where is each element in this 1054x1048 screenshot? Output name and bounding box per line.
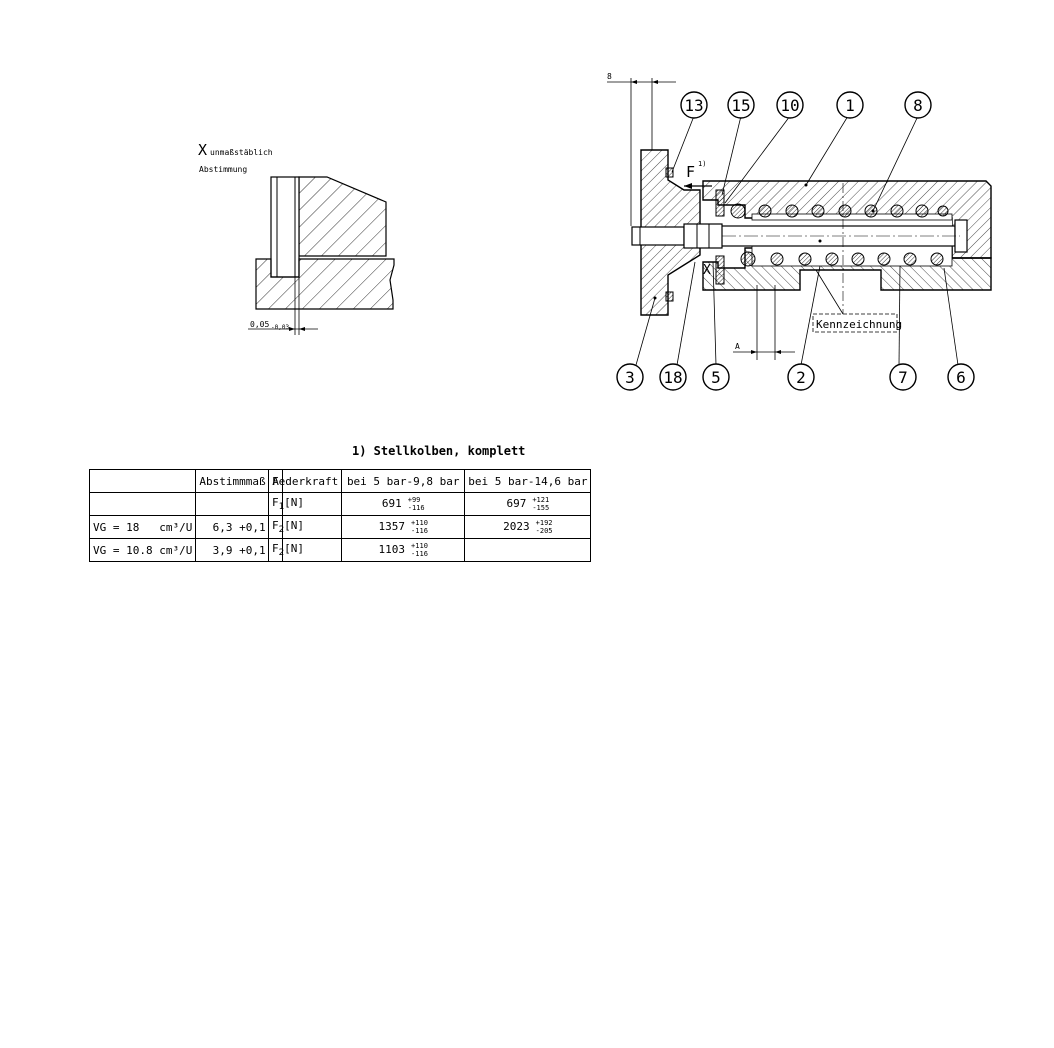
callout-number: 18 xyxy=(663,368,683,387)
section-dim-top: 8 xyxy=(607,72,612,81)
cell-value1: 691 +99 -116 xyxy=(342,493,465,516)
force-table xyxy=(268,469,591,562)
detail-x-mark: X xyxy=(198,141,208,159)
callout-number: 3 xyxy=(625,368,635,387)
callouts-top xyxy=(681,92,931,118)
header-empty xyxy=(90,470,196,493)
cell-symbol: $F_1[N]$ xyxy=(269,493,342,516)
detail-dim-tol: -0,03 xyxy=(271,324,290,331)
o-ring xyxy=(666,168,673,177)
callout-number: 13 xyxy=(684,96,704,115)
section-dim-a: A xyxy=(735,342,740,351)
footnote: 1) Stellkolben, komplett xyxy=(352,444,526,458)
table-row xyxy=(269,470,591,493)
adjust-table xyxy=(89,469,283,562)
header-force: Federkraft xyxy=(269,470,342,493)
marking-label: Kennzeichnung xyxy=(816,318,903,331)
header-range2: bei 5 bar-14,6 bar xyxy=(465,470,591,493)
cell-value2: 697 +121 -155 xyxy=(465,493,591,516)
cell-value1: 1357 +110 -116 xyxy=(342,516,465,539)
cell-a: 3,9 +0,1 xyxy=(196,539,282,562)
section-x-mark: X xyxy=(703,263,711,278)
callout-number: 8 xyxy=(913,96,923,115)
detail-dim-value: 0,05 xyxy=(250,320,270,329)
cell-a: 6,3 +0,1 xyxy=(196,516,282,539)
upper-block xyxy=(299,177,386,256)
cell-value2 xyxy=(465,539,591,562)
callout-number: 15 xyxy=(731,96,751,115)
callout-number: 2 xyxy=(796,368,806,387)
table-row xyxy=(90,539,283,562)
cell-vg: VG = 18 cm³/U xyxy=(90,516,196,539)
o-ring xyxy=(666,292,673,301)
nut xyxy=(684,224,722,248)
callout-number: 5 xyxy=(711,368,721,387)
header-adjust: Abstimmmaß A xyxy=(196,470,282,493)
callout-number: 6 xyxy=(956,368,966,387)
detail-x-drawing xyxy=(198,141,394,335)
table-row xyxy=(90,493,283,516)
section-drawing xyxy=(607,72,991,390)
table-row xyxy=(269,516,591,539)
detail-subtitle: Abstimmung xyxy=(199,165,248,174)
header-range1: bei 5 bar-9,8 bar xyxy=(342,470,465,493)
callout-number: 7 xyxy=(898,368,908,387)
force-label: F xyxy=(686,163,696,181)
cell-value1: 1103 +110 -116 xyxy=(342,539,465,562)
table-row xyxy=(269,539,591,562)
table-row xyxy=(90,470,283,493)
force-sup: 1) xyxy=(698,160,707,168)
cell-vg xyxy=(90,493,196,516)
callout-number: 10 xyxy=(780,96,800,115)
cell-value2: 2023 +192 -205 xyxy=(465,516,591,539)
callout-number: 1 xyxy=(845,96,855,115)
table-row xyxy=(90,516,283,539)
detail-scale-note: unmaßstäblich xyxy=(210,148,273,157)
table-row xyxy=(269,493,591,516)
cell-symbol: $F_2[N]$ xyxy=(269,516,342,539)
cell-symbol: $F_2[N]$ xyxy=(269,539,342,562)
callouts-bottom xyxy=(617,364,974,390)
cell-vg: VG = 10.8 cm³/U xyxy=(90,539,196,562)
